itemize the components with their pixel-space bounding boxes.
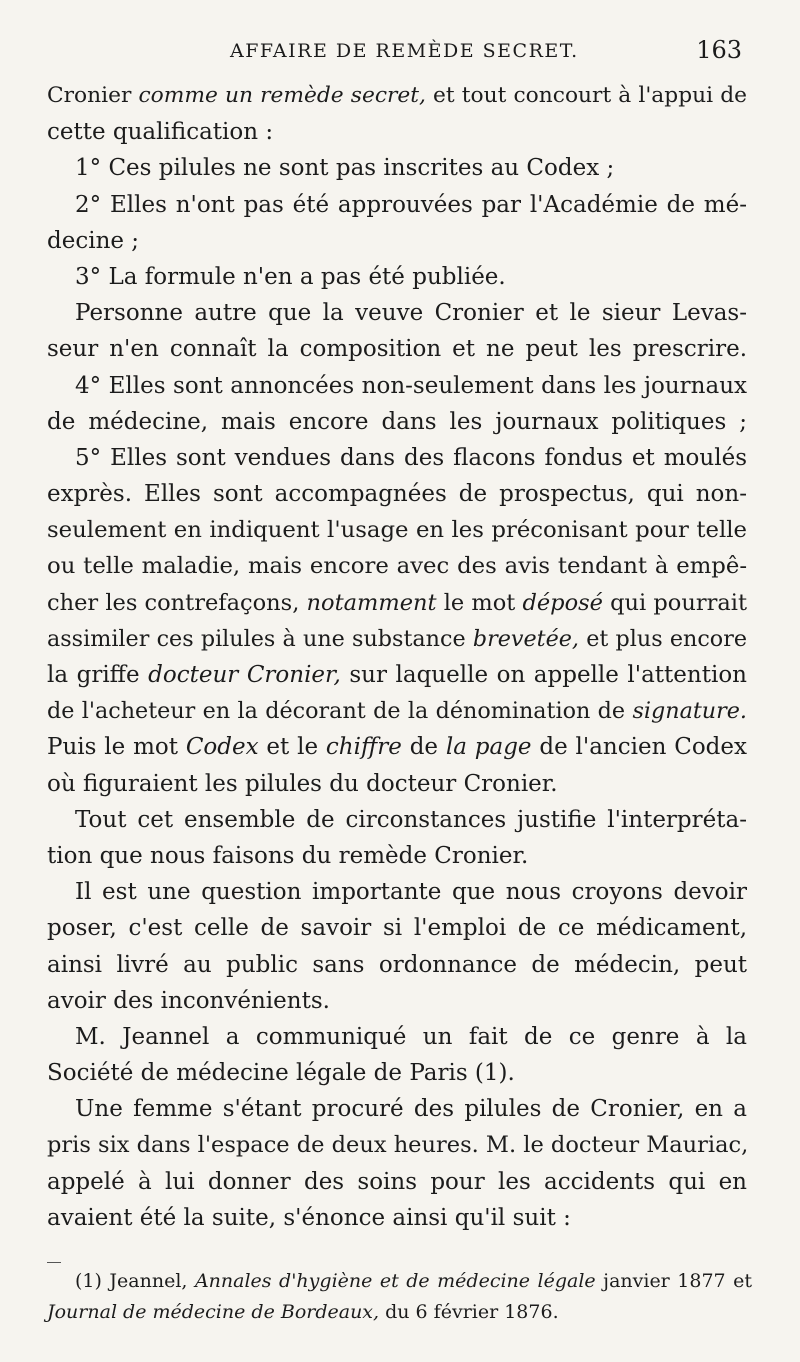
text-line: la griffe docteur Cronier, sur laquelle on appelle l'attention bbox=[47, 662, 747, 688]
text-line: assimiler ces pilules à une substance brevetée, et plus encore bbox=[47, 625, 747, 652]
text-line: appelé à lui donner des soins pour les accidents qui en bbox=[47, 1168, 747, 1195]
text-line: cher les contrefaçons, notamment le mot déposé qui pourrait bbox=[47, 589, 747, 616]
running-head: AFFAIRE DE REMÈDE SECRET. bbox=[230, 40, 579, 62]
list-item: 4° Elles sont annoncées non-seulement dans les journaux bbox=[75, 372, 747, 399]
text-line: ou telle maladie, mais encore avec des avis tendant à empê- bbox=[47, 553, 747, 580]
footnote bbox=[47, 1266, 752, 1328]
list-item: 2° Elles n'ont pas été approuvées par l'Académie de mé- bbox=[75, 191, 747, 218]
text-line: de médecine, mais encore dans les journaux politiques ; bbox=[47, 408, 747, 435]
text-line: avoir des inconvénients. bbox=[47, 987, 330, 1014]
text-line: exprès. Elles sont accompagnées de prospectus, qui non- bbox=[47, 481, 747, 508]
page-header bbox=[48, 36, 748, 66]
list-item: 3° La formule n'en a pas été publiée. bbox=[75, 263, 506, 290]
text-line: avaient été la suite, s'énonce ainsi qu'il suit : bbox=[47, 1204, 571, 1231]
text-line: Société de médecine légale de Paris (1). bbox=[47, 1060, 515, 1087]
text-line: cette qualification : bbox=[47, 119, 274, 146]
text-line: où figuraient les pilules du docteur Cronier. bbox=[47, 770, 558, 797]
footnote-rule bbox=[47, 1262, 61, 1263]
text-line: poser, c'est celle de savoir si l'emploi de ce médicament, bbox=[47, 915, 747, 942]
footnote-line: (1) Jeannel, Annales d'hygiène et de médecine légale janvier 1877 et bbox=[75, 1270, 753, 1292]
paragraph-line: Personne autre que la veuve Cronier et le sieur Levas- bbox=[75, 300, 747, 327]
text-line: seur n'en connaît la composition et ne peut les prescrire. bbox=[47, 336, 747, 363]
body-text bbox=[47, 78, 747, 1236]
paragraph-line: M. Jeannel a communiqué un fait de ce genre à la bbox=[75, 1023, 747, 1050]
text-line: de l'acheteur en la décorant de la dénomination de signature. bbox=[47, 698, 747, 725]
text-line: decine ; bbox=[47, 227, 140, 254]
text-line: Cronier comme un remède secret, et tout concourt à l'appui de bbox=[47, 83, 747, 108]
paragraph-line: Une femme s'étant procuré des pilules de Cronier, en a bbox=[75, 1096, 747, 1123]
text-line: Puis le mot Codex et le chiffre de la page de l'ancien Codex bbox=[47, 734, 747, 761]
text-line: tion que nous faisons du remède Cronier. bbox=[47, 842, 529, 869]
page-number: 163 bbox=[696, 36, 742, 64]
list-item: 1° Ces pilules ne sont pas inscrites au Codex ; bbox=[75, 155, 615, 182]
text-line: seulement en indiquent l'usage en les préconisant pour telle bbox=[47, 517, 747, 544]
paragraph-line: Tout cet ensemble de circonstances justifie l'interpréta- bbox=[75, 806, 747, 833]
paragraph-line: Il est une question importante que nous croyons devoir bbox=[75, 879, 747, 906]
list-item: 5° Elles sont vendues dans des flacons fondus et moulés bbox=[75, 444, 747, 471]
footnote-line: Journal de médecine de Bordeaux, du 6 février 1876. bbox=[47, 1301, 559, 1323]
text-line: pris six dans l'espace de deux heures. M. le docteur Mauriac, bbox=[47, 1132, 749, 1159]
text-line: ainsi livré au public sans ordonnance de médecin, peut bbox=[47, 951, 747, 978]
